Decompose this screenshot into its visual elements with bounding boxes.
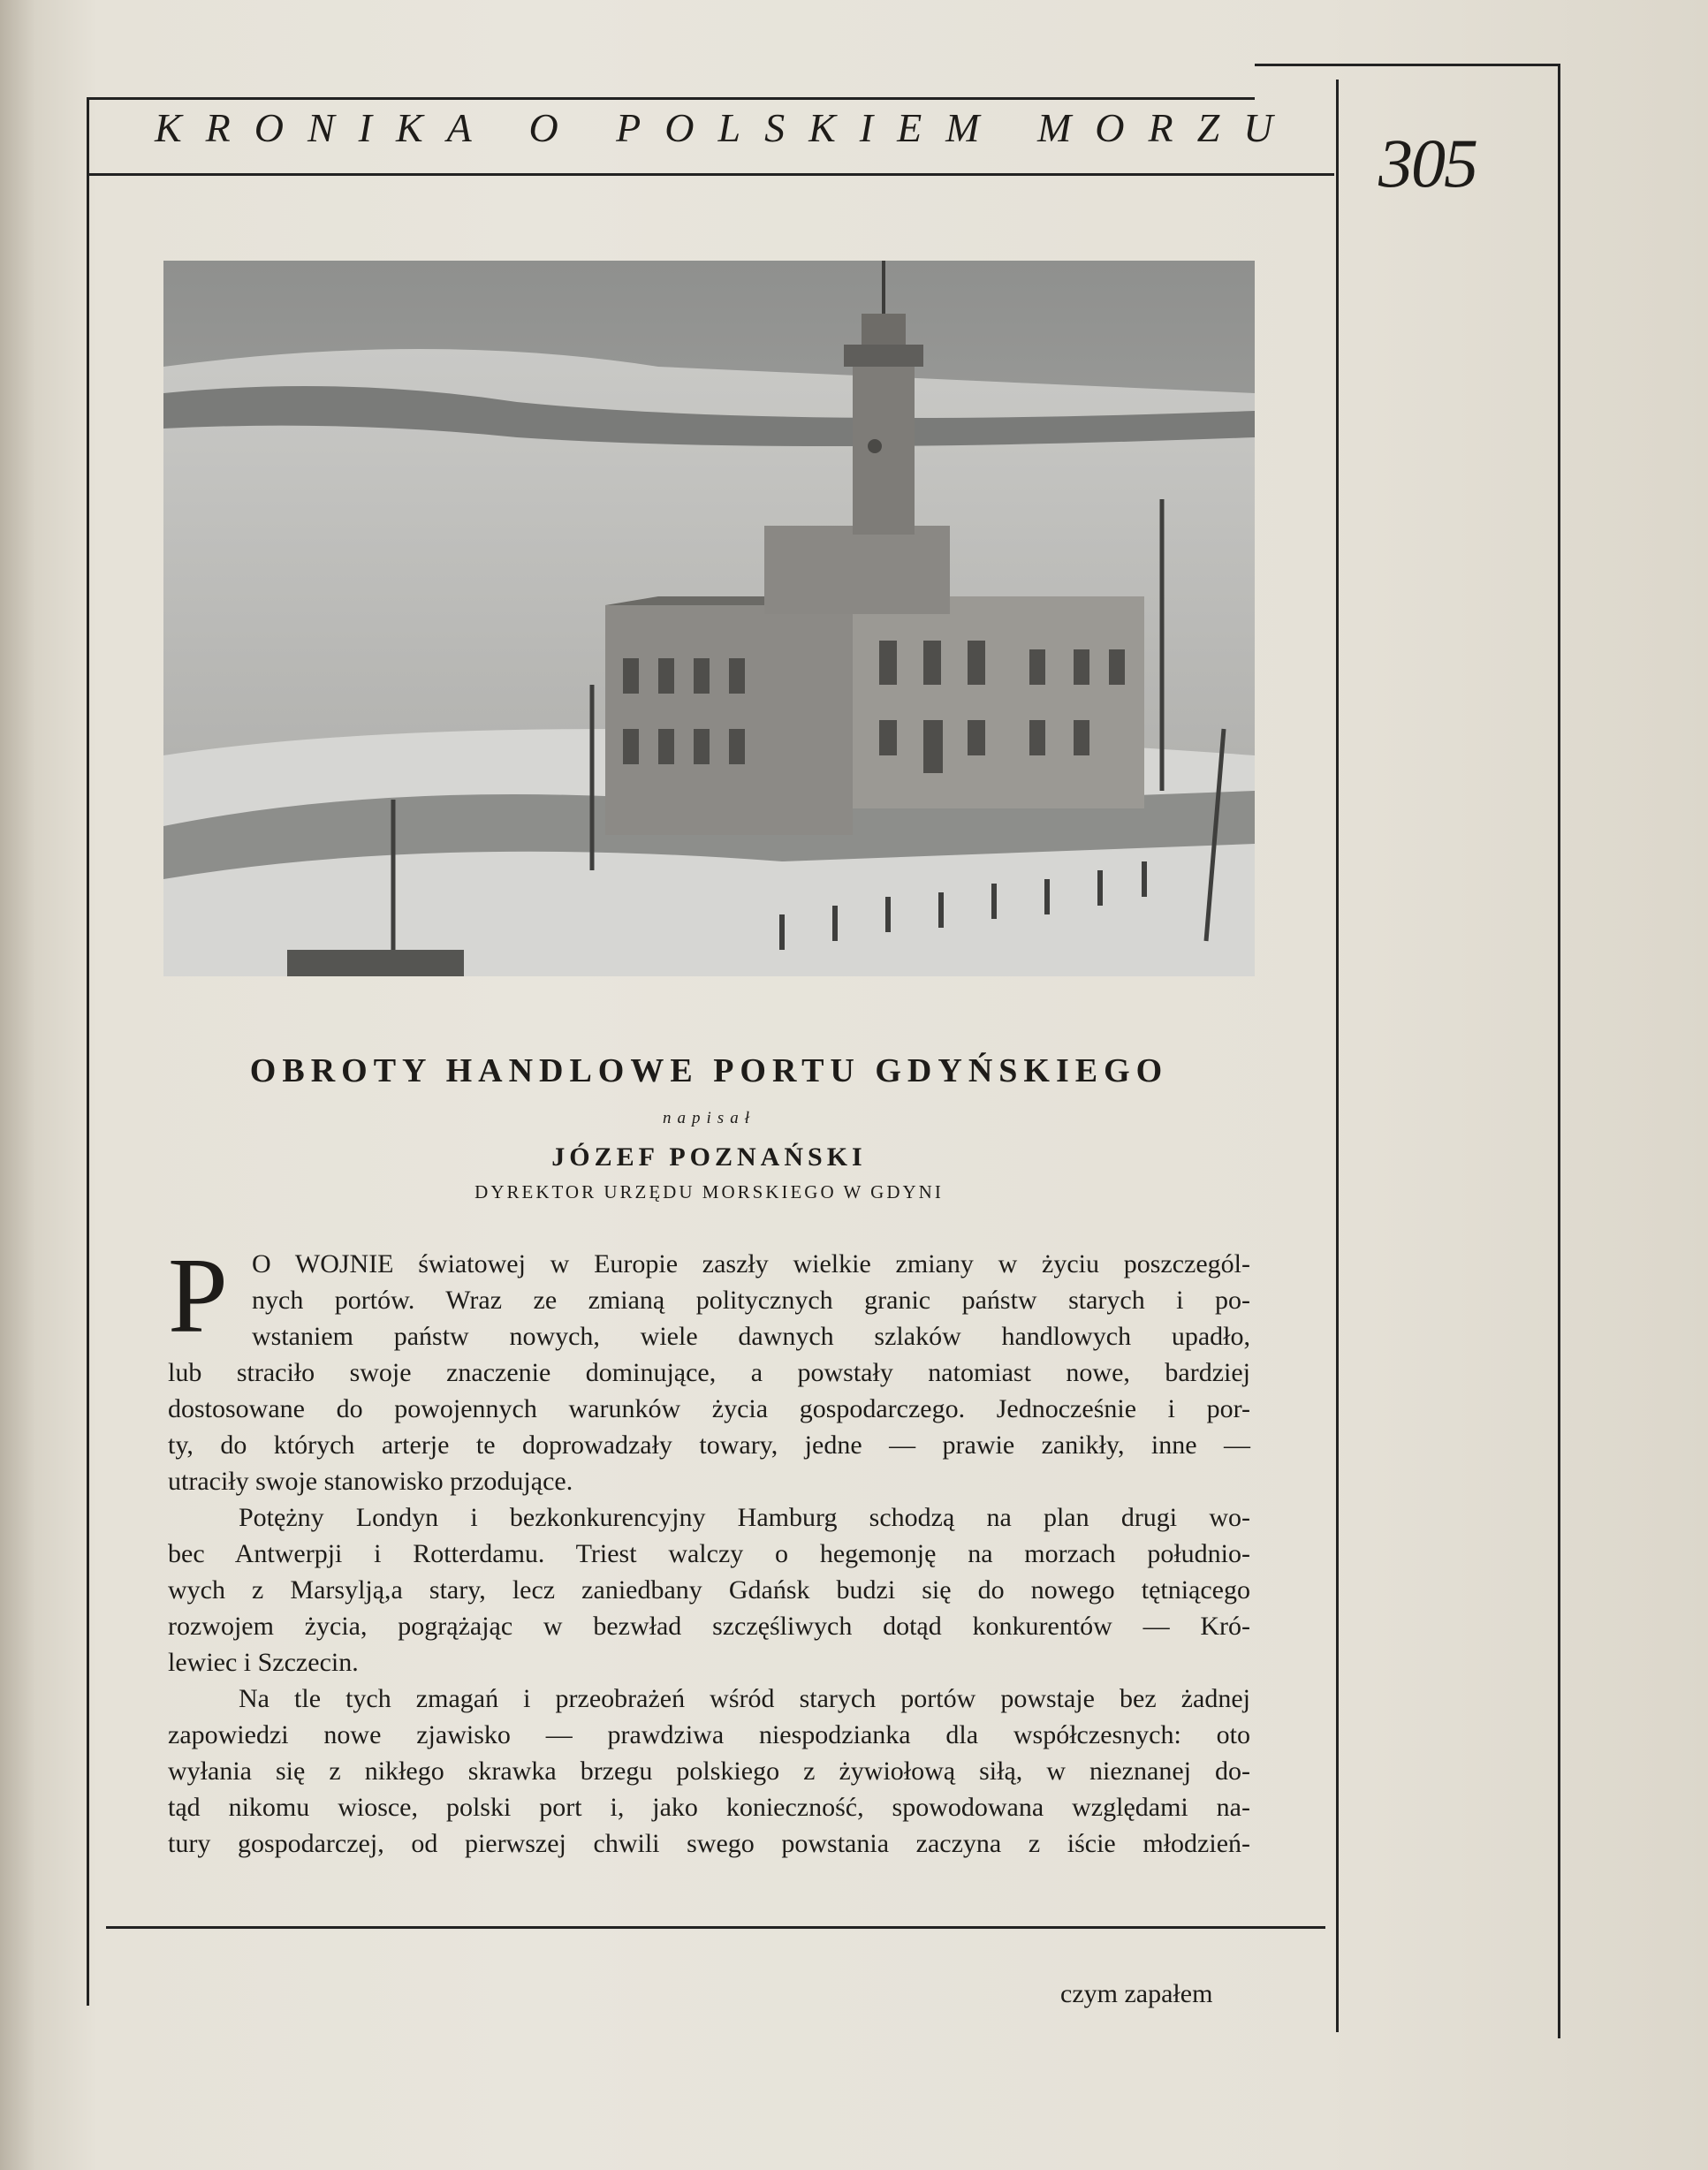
catchword: czym zapałem xyxy=(1060,1979,1213,2008)
frame-left-rule xyxy=(87,97,89,2006)
frame-right-rule xyxy=(1558,64,1560,2038)
author-role: DYREKTOR URZĘDU MORSKIEGO W GDYNI xyxy=(474,1181,944,1203)
body-line: wstaniem państw nowych, wiele dawnych szlaków handlowych upadło, xyxy=(252,1322,1250,1351)
footer-rule xyxy=(106,1926,1325,1929)
body-line: ty, do których arterje te doprowadzały towary, jedne — prawie zanikły, inne — xyxy=(168,1430,1250,1460)
frame-top-rule xyxy=(87,97,1255,100)
body-line: Na tle tych zmagań i przeobrażeń wśród starych portów powstaje bez żadnej xyxy=(239,1684,1250,1713)
page-number: 305 xyxy=(1378,125,1476,201)
body-line: dostosowane do powojennych warunków życia gospodarczego. Jednocześnie i por- xyxy=(168,1394,1250,1423)
body-line: wych z Marsylją,a stary, lecz zaniedbany Gdańsk budzi się do nowego tętniącego xyxy=(168,1575,1250,1605)
body-line: rozwojem życia, pogrążając w bezwład szczęśliwych dotąd konkurentów — Kró- xyxy=(168,1612,1250,1641)
header-bottom-rule xyxy=(88,173,1334,176)
body-line: O WOJNIE światowej w Europie zaszły wielkie zmiany w życiu poszczegól- xyxy=(252,1249,1250,1278)
body-line: utraciły swoje stanowisko przodujące. xyxy=(168,1467,573,1496)
body-line: Potężny Londyn i bezkonkurencyjny Hamburg schodzą na plan drugi wo- xyxy=(239,1503,1250,1532)
running-title: KRONIKA O POLSKIEM MORZU xyxy=(155,105,1297,150)
harbour-office-photo xyxy=(163,261,1255,976)
body-line: zapowiedzi nowe zjawisko — prawdziwa niespodzianka dla współczesnych: oto xyxy=(168,1720,1250,1749)
article-title: OBROTY HANDLOWE PORTU GDYŃSKIEGO xyxy=(249,1052,1169,1089)
body-line: bec Antwerpji i Rotterdamu. Triest walczy o hegemonję na morzach południo- xyxy=(168,1539,1250,1568)
article-body xyxy=(168,1236,1250,1862)
byline-label: napisał xyxy=(663,1109,755,1127)
body-line: wyłania się z nikłego skrawka brzegu polskiego z żywiołową siłą, w nieznanej do- xyxy=(168,1756,1250,1786)
drop-cap: P xyxy=(168,1236,228,1355)
body-line: tury gospodarczej, od pierwszej chwili swego powstania zaczyna z iście młodzień- xyxy=(168,1829,1250,1858)
column-divider-rule xyxy=(1336,80,1339,2032)
body-line: nych portów. Wraz ze zmianą politycznych granic państw starych i po- xyxy=(252,1286,1250,1315)
body-line: lub straciło swoje znaczenie dominujące, a powstały natomiast nowe, bardziej xyxy=(168,1358,1250,1387)
frame-top-rule-right xyxy=(1255,64,1560,66)
body-line: tąd nikomu wiosce, polski port i, jako konieczność, spowodowana względami na- xyxy=(168,1793,1250,1822)
author-name: JÓZEF POZNAŃSKI xyxy=(551,1142,867,1172)
body-line: lewiec i Szczecin. xyxy=(168,1648,359,1677)
